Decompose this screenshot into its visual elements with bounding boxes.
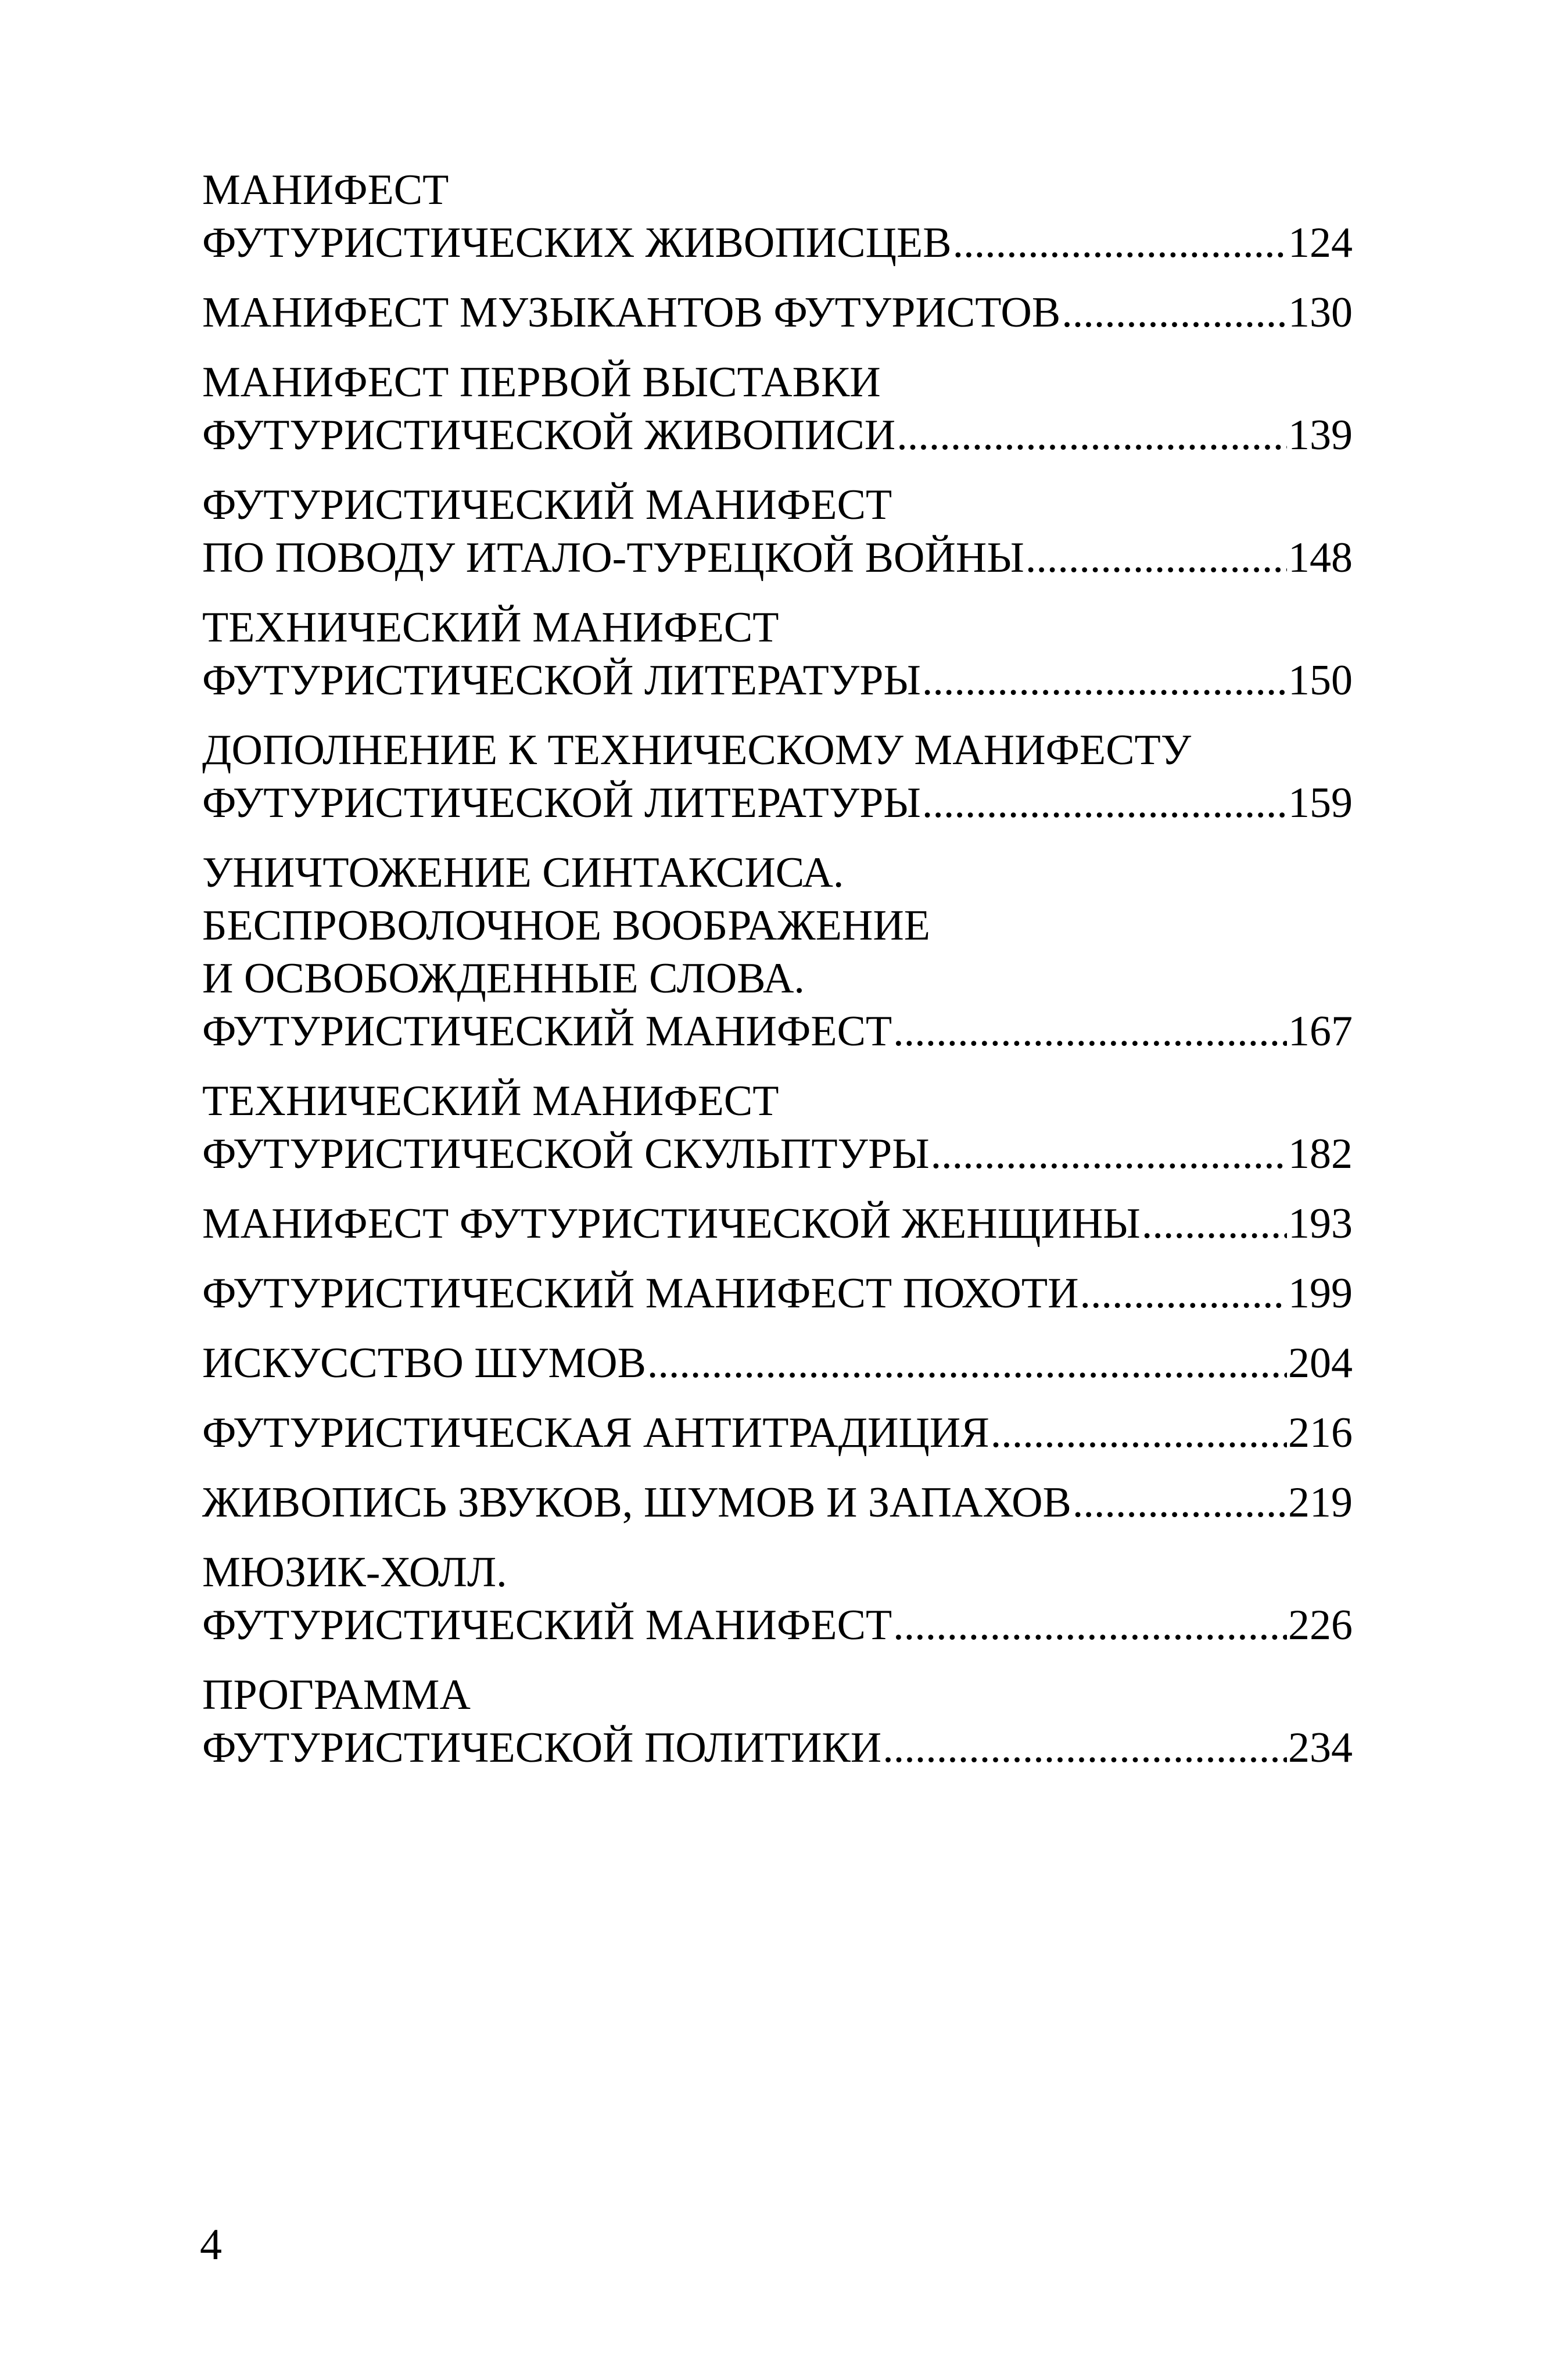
dot-leader bbox=[991, 1407, 1287, 1460]
toc-entry-title-line: МАНИФЕСТ ФУТУРИСТИЧЕСКОЙ ЖЕНЩИНЫ bbox=[202, 1200, 1141, 1248]
toc-entry-page-number: 216 bbox=[1288, 1409, 1353, 1457]
toc-entry-last-line bbox=[202, 1005, 1353, 1058]
dot-leader bbox=[931, 1128, 1287, 1181]
toc-entry-page-number: 234 bbox=[1288, 1724, 1353, 1772]
toc-entry-last-line bbox=[202, 286, 1353, 339]
toc-entry-last-line bbox=[202, 1722, 1353, 1775]
toc-entry-last-line bbox=[202, 1476, 1353, 1529]
toc-entry[interactable] bbox=[202, 1546, 1353, 1652]
dot-leader bbox=[953, 217, 1287, 270]
toc-entry[interactable] bbox=[202, 286, 1353, 339]
toc-entry-title-line: МЮЗИК-ХОЛЛ. bbox=[202, 1549, 507, 1596]
toc-entry[interactable] bbox=[202, 724, 1353, 830]
toc-entry[interactable] bbox=[202, 1337, 1353, 1390]
toc-entry-title-line: ФУТУРИСТИЧЕСКИЙ МАНИФЕСТ bbox=[202, 481, 892, 529]
dot-leader bbox=[922, 654, 1287, 707]
toc-entry-last-line bbox=[202, 777, 1353, 830]
dot-leader bbox=[883, 1722, 1287, 1775]
toc-entry-title-line: УНИЧТОЖЕНИЕ СИНТАКСИСА. bbox=[202, 849, 844, 897]
dot-leader bbox=[1073, 1476, 1287, 1529]
toc-entry[interactable] bbox=[202, 1407, 1353, 1460]
toc-entry-title-line: ИСКУССТВО ШУМОВ bbox=[202, 1339, 646, 1387]
dot-leader bbox=[897, 409, 1287, 462]
toc-entry[interactable] bbox=[202, 847, 1353, 1058]
toc-entry-title-line: ФУТУРИСТИЧЕСКИЙ МАНИФЕСТ bbox=[202, 1008, 892, 1055]
dot-leader bbox=[893, 1005, 1287, 1058]
toc-entry-last-line bbox=[202, 654, 1353, 707]
dot-leader bbox=[1062, 286, 1287, 339]
toc-entry-title-line: ФУТУРИСТИЧЕСКОЙ СКУЛЬПТУРЫ bbox=[202, 1130, 930, 1178]
toc-entry-title-line: БЕСПРОВОЛОЧНОЕ ВООБРАЖЕНИЕ bbox=[202, 902, 931, 949]
page-number: 4 bbox=[200, 2220, 222, 2269]
toc-entry-title-line: ФУТУРИСТИЧЕСКИХ ЖИВОПИСЦЕВ bbox=[202, 219, 952, 267]
toc-entry-title-line: МАНИФЕСТ МУЗЫКАНТОВ ФУТУРИСТОВ bbox=[202, 289, 1061, 336]
toc-entry-last-line bbox=[202, 409, 1353, 462]
toc-entry-last-line bbox=[202, 1337, 1353, 1390]
toc-entry[interactable] bbox=[202, 1476, 1353, 1529]
dot-leader bbox=[1026, 532, 1287, 585]
dot-leader bbox=[922, 777, 1287, 830]
toc-entry-page-number: 193 bbox=[1288, 1200, 1353, 1248]
toc-entry[interactable] bbox=[202, 1267, 1353, 1320]
toc-entry[interactable] bbox=[202, 479, 1353, 585]
toc-entry-title-line: ТЕХНИЧЕСКИЙ МАНИФЕСТ bbox=[202, 604, 779, 651]
toc-entry-page-number: 150 bbox=[1288, 657, 1353, 704]
toc-entry-page-number: 167 bbox=[1288, 1008, 1353, 1055]
toc-entry-last-line bbox=[202, 1407, 1353, 1460]
dot-leader bbox=[647, 1337, 1287, 1390]
toc-entry-last-line bbox=[202, 1267, 1353, 1320]
toc-entry-page-number: 219 bbox=[1288, 1479, 1353, 1526]
toc-entry-last-line bbox=[202, 1198, 1353, 1250]
toc-entry-title-line: ФУТУРИСТИЧЕСКИЙ МАНИФЕСТ bbox=[202, 1601, 892, 1649]
toc-entry-title-line: МАНИФЕСТ ПЕРВОЙ ВЫСТАВКИ bbox=[202, 359, 881, 406]
toc-entry-title-line: ПО ПОВОДУ ИТАЛО-ТУРЕЦКОЙ ВОЙНЫ bbox=[202, 534, 1024, 582]
toc-entry-last-line bbox=[202, 217, 1353, 270]
toc-entry-title-line: ФУТУРИСТИЧЕСКОЙ ЛИТЕРАТУРЫ bbox=[202, 779, 921, 827]
table-of-contents bbox=[202, 164, 1353, 1791]
toc-entry[interactable] bbox=[202, 356, 1353, 462]
toc-entry[interactable] bbox=[202, 601, 1353, 707]
dot-leader bbox=[893, 1599, 1287, 1652]
toc-entry-title-line: ДОПОЛНЕНИЕ К ТЕХНИЧЕСКОМУ МАНИФЕСТУ bbox=[202, 726, 1192, 774]
toc-entry-title-line: ФУТУРИСТИЧЕСКОЙ ЛИТЕРАТУРЫ bbox=[202, 657, 921, 704]
toc-entry-title-line: ФУТУРИСТИЧЕСКОЙ ПОЛИТИКИ bbox=[202, 1724, 882, 1772]
toc-entry[interactable] bbox=[202, 1669, 1353, 1775]
toc-entry-last-line bbox=[202, 532, 1353, 585]
toc-entry-page-number: 226 bbox=[1288, 1601, 1353, 1649]
toc-entry-title-line: МАНИФЕСТ bbox=[202, 166, 449, 214]
toc-entry[interactable] bbox=[202, 164, 1353, 270]
toc-entry-title-line: ФУТУРИСТИЧЕСКАЯ АНТИТРАДИЦИЯ bbox=[202, 1409, 989, 1457]
toc-entry-page-number: 124 bbox=[1288, 219, 1353, 267]
toc-entry-page-number: 159 bbox=[1288, 779, 1353, 827]
toc-entry[interactable] bbox=[202, 1198, 1353, 1250]
toc-entry-last-line bbox=[202, 1128, 1353, 1181]
toc-entry-title-line: ПРОГРАММА bbox=[202, 1671, 471, 1719]
toc-entry[interactable] bbox=[202, 1075, 1353, 1181]
toc-entry-page-number: 130 bbox=[1288, 289, 1353, 336]
toc-entry-title-line: ФУТУРИСТИЧЕСКОЙ ЖИВОПИСИ bbox=[202, 411, 896, 459]
toc-entry-page-number: 199 bbox=[1288, 1270, 1353, 1317]
toc-entry-title-line: ЖИВОПИСЬ ЗВУКОВ, ШУМОВ И ЗАПАХОВ bbox=[202, 1479, 1071, 1526]
toc-entry-title-line: ФУТУРИСТИЧЕСКИЙ МАНИФЕСТ ПОХОТИ bbox=[202, 1270, 1079, 1317]
toc-entry-page-number: 204 bbox=[1288, 1339, 1353, 1387]
dot-leader bbox=[1080, 1267, 1287, 1320]
dot-leader bbox=[1142, 1198, 1287, 1250]
toc-entry-page-number: 148 bbox=[1288, 534, 1353, 582]
toc-entry-last-line bbox=[202, 1599, 1353, 1652]
toc-entry-title-line: И ОСВОБОЖДЕННЫЕ СЛОВА. bbox=[202, 955, 805, 1002]
toc-entry-page-number: 182 bbox=[1288, 1130, 1353, 1178]
toc-entry-page-number: 139 bbox=[1288, 411, 1353, 459]
toc-entry-title-line: ТЕХНИЧЕСКИЙ МАНИФЕСТ bbox=[202, 1077, 779, 1125]
